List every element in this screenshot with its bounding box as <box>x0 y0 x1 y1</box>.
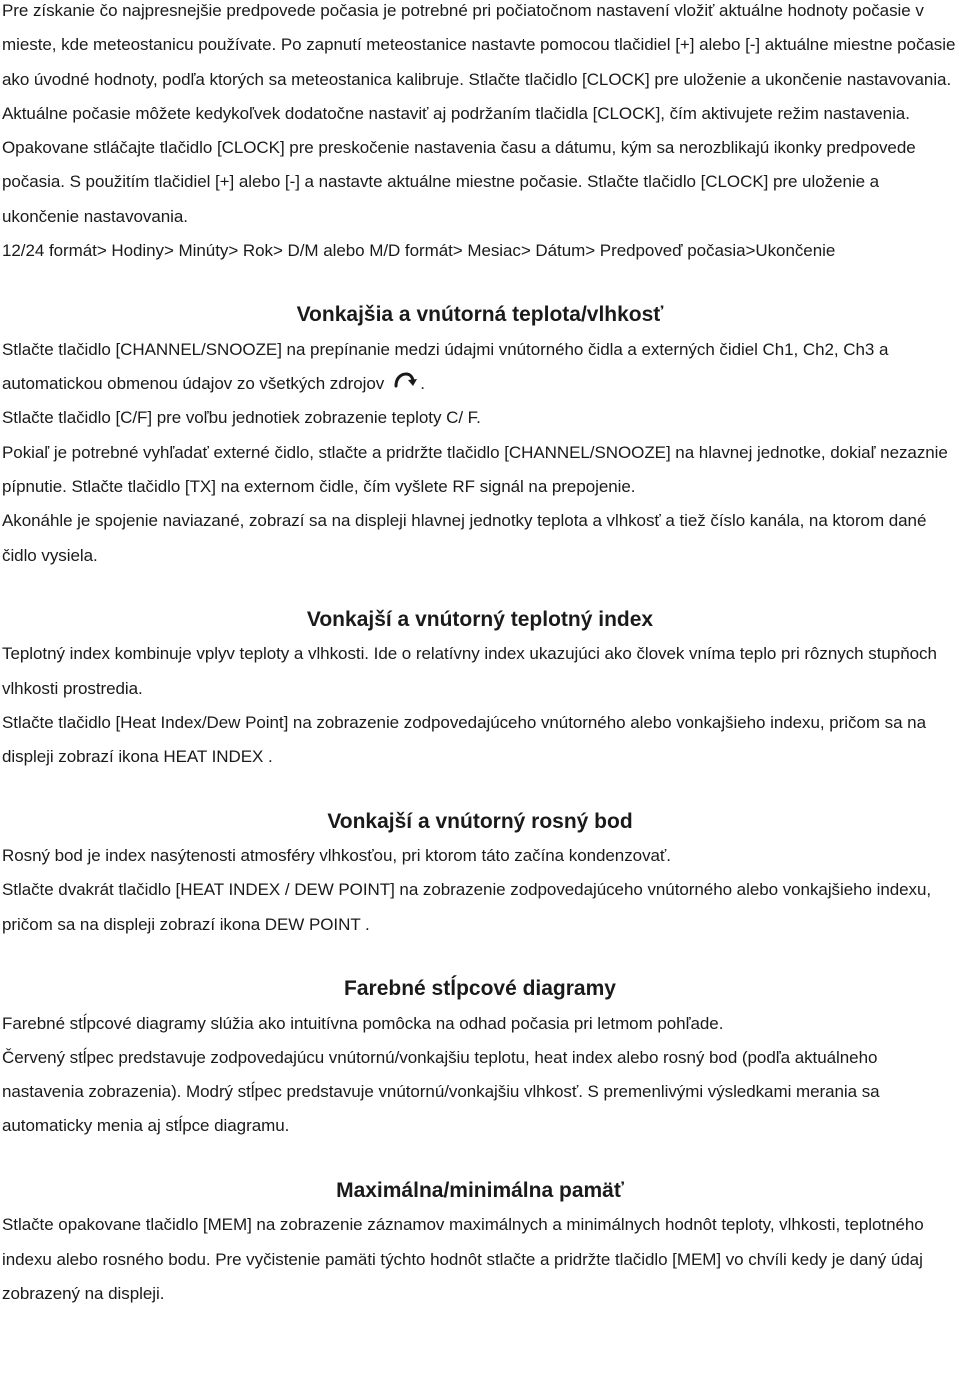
temp-humidity-paragraph-2: Stlačte tlačidlo [C/F] pre voľbu jednotiek zobrazenie teploty C/ F. <box>2 408 481 428</box>
temp-humidity-paragraph-1-text: Stlačte tlačidlo [CHANNEL/SNOOZE] na prepínanie medzi údajmi vnútorného čidla a externých čidiel Ch1, Ch2, Ch3 a automatickou obmenou údajov zo všetkých zdrojov <box>2 339 889 394</box>
memory-paragraph-1: Stlačte opakovane tlačidlo [MEM] na zobrazenie záznamov maximálnych a minimálnych hodnôt teploty, vlhkosti, teplotného indexu alebo rosného bodu. Pre vyčistenie pamäti týchto hodnôt stlačte a pridržte tlačidlo [MEM] vo chvíli kedy je daný údaj zobrazený na displeji. <box>2 1215 924 1303</box>
section-spacer <box>2 268 958 298</box>
section-spacer <box>2 942 958 972</box>
section-spacer <box>2 775 958 805</box>
intro-paragraph-1: Pre získanie čo najpresnejšie predpovede počasia je potrebné pri počiatočnom nastavení vložiť aktuálne hodnoty počasie v mieste, kde meteostanicu používate. Po zapnutí meteostanice nastavte pomocou tlačidiel [+] alebo [-] aktuálne miestne počasie ako úvodné hodnoty, podľa ktorých sa meteostanica kalibruje. Stlačte tlačidlo [CLOCK] pre uloženie a ukončenie nastavovania. <box>2 1 956 89</box>
temp-humidity-paragraph-4: Akonáhle je spojenie naviazané, zobrazí sa na displeji hlavnej jednotky teplota a vlhkosť a tiež číslo kanála, na ktorom dané čidlo vysiela. <box>2 511 927 565</box>
temp-humidity-paragraph-1 <box>2 333 958 402</box>
dew-point-paragraph-2: Stlačte dvakrát tlačidlo [HEAT INDEX / DEW POINT] na zobrazenie zodpovedajúceho vnútorného alebo vonkajšieho indexu, pričom sa na displeji zobrazí ikona DEW POINT . <box>2 880 932 934</box>
heat-index-paragraph-1: Teplotný index kombinuje vplyv teploty a vlhkosti. Ide o relatívny index ukazujúci ako človek vníma teplo pri rôznych stupňoch vlhkosti prostredia. <box>2 644 937 698</box>
temp-humidity-paragraph-1-end: . <box>420 374 425 394</box>
heading-memory: Maximálna/minimálna pamäť <box>336 1178 624 1202</box>
dew-point-paragraph-1: Rosný bod je index nasýtenosti atmosféry vlhkosťou, pri ktorom táto začína kondenzovať. <box>2 846 671 866</box>
intro-paragraph-2: Aktuálne počasie môžete kedykoľvek dodatočne nastaviť aj podržaním tlačidla [CLOCK], čím aktivujete režim nastavenia. Opakovane stláčajte tlačidlo [CLOCK] pre preskočenie nastavenia času a dátumu, kým sa nerozblikajú ikonky predpovede počasia. S použitím tlačidiel [+] alebo [-] a nastavte aktuálne miestne počasie. Stlačte tlačidlo [CLOCK] pre uloženie a ukončenie nastavovania. <box>2 103 916 226</box>
cycle-arrow-icon <box>392 371 418 391</box>
bar-graphs-paragraph-2: Červený stĺpec predstavuje zodpovedajúcu vnútornú/vonkajšiu teplotu, heat index alebo rosný bod (podľa aktuálneho nastavenia zobrazenia). Modrý stĺpec predstavuje vnútornú/vonkajšiu vlhkosť. S premenlivými výsledkami merania sa automaticky menia aj stĺpce diagramu. <box>2 1047 880 1136</box>
heat-index-paragraph-2: Stlačte tlačidlo [Heat Index/Dew Point] na zobrazenie zodpovedajúceho vnútorného alebo vonkajšieho indexu, pričom sa na displeji zobrazí ikona HEAT INDEX . <box>2 713 926 767</box>
heading-dew-point: Vonkajší a vnútorný rosný bod <box>327 809 633 833</box>
heading-bar-graphs: Farebné stĺpcové diagramy <box>344 977 616 1001</box>
intro-sequence-paragraph: 12/24 formát> Hodiny> Minúty> Rok> D/M alebo M/D formát> Mesiac> Dátum> Predpoveď počasia>Ukončenie <box>2 241 836 261</box>
section-spacer <box>2 573 958 603</box>
section-spacer <box>2 1144 958 1174</box>
heading-temperature-humidity: Vonkajšia a vnútorná teplota/vlhkosť <box>296 303 664 327</box>
temp-humidity-paragraph-3: Pokiaľ je potrebné vyhľadať externé čidlo, stlačte a pridržte tlačidlo [CHANNEL/SNOOZE] na hlavnej jednotke, dokiaľ nezaznie pípnutie. Stlačte tlačidlo [TX] na externom čidle, čím vyšlete RF signál na prepojenie. <box>2 442 948 497</box>
heading-heat-index: Vonkajší a vnútorný teplotný index <box>306 607 654 631</box>
bar-graphs-paragraph-1: Farebné stĺpcové diagramy slúžia ako intuitívna pomôcka na odhad počasia pri letmom pohľade. <box>2 1013 724 1033</box>
